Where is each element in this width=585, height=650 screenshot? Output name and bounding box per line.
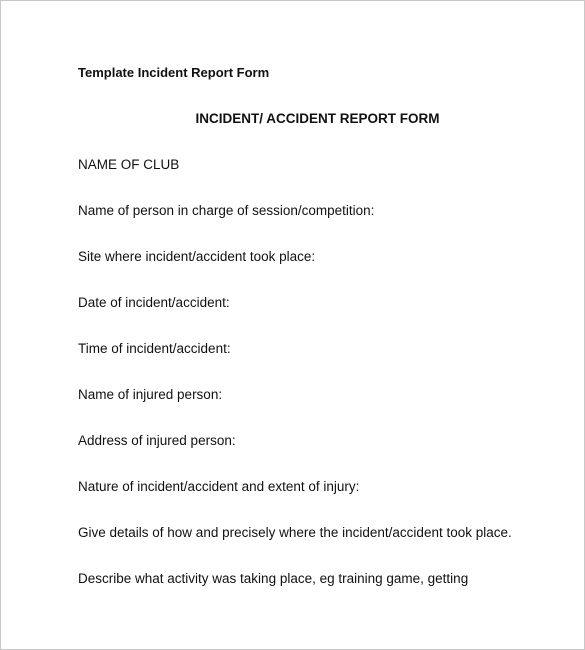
document-title: Template Incident Report Form bbox=[78, 65, 270, 80]
field-injured-name: Name of injured person: bbox=[78, 387, 223, 402]
field-person-in-charge: Name of person in charge of session/competition: bbox=[78, 203, 375, 218]
field-incident-details: Give details of how and precisely where the incident/accident took place. bbox=[78, 525, 512, 540]
form-field-list bbox=[78, 157, 512, 617]
field-incident-date: Date of incident/accident: bbox=[78, 295, 230, 310]
field-club-name: NAME OF CLUB bbox=[78, 157, 180, 172]
field-activity-description: Describe what activity was taking place, eg training game, getting bbox=[78, 571, 469, 586]
field-incident-site: Site where incident/accident took place: bbox=[78, 249, 316, 264]
field-incident-time: Time of incident/accident: bbox=[78, 341, 231, 356]
form-heading: INCIDENT/ ACCIDENT REPORT FORM bbox=[195, 111, 440, 126]
field-injury-nature: Nature of incident/accident and extent of injury: bbox=[78, 479, 360, 494]
field-injured-address: Address of injured person: bbox=[78, 433, 236, 448]
